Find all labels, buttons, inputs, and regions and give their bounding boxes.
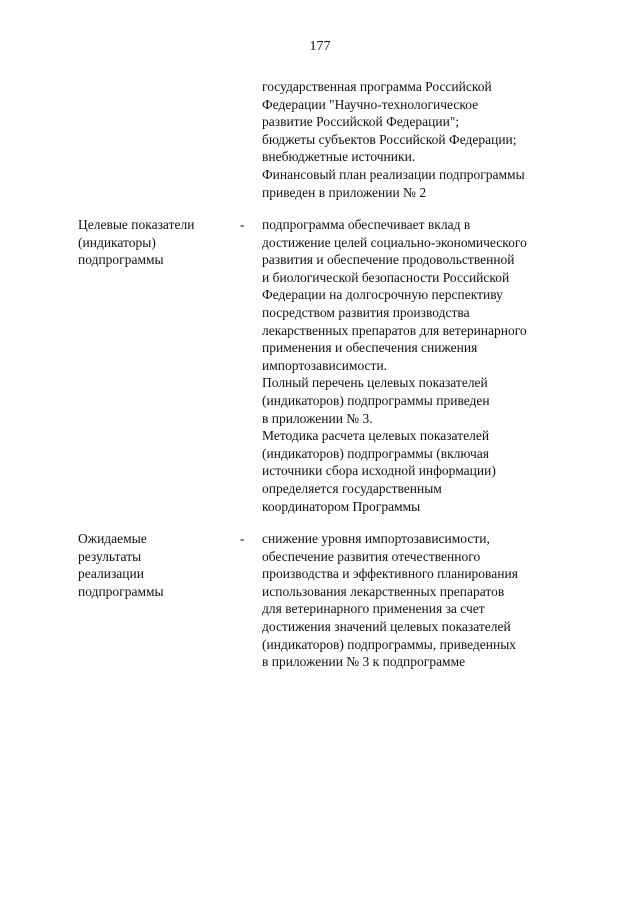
label-line: подпрограммы — [78, 252, 164, 268]
separator-dash: - — [240, 531, 245, 546]
text-line: посредством развития производства — [262, 304, 470, 320]
target-indicators-text — [262, 216, 582, 515]
text-line: (индикаторов) подпрограммы, приведенных — [262, 636, 517, 652]
text-line: применения и обеспечения снижения — [262, 340, 478, 356]
label-line: результаты — [78, 548, 142, 564]
text-line: развития и обеспечение продовольственной — [262, 252, 515, 268]
text-line: и биологической безопасности Российской — [262, 269, 510, 285]
text-line: приведен в приложении № 2 — [262, 184, 427, 200]
text-line: координатором Программы — [262, 498, 421, 514]
text-line: подпрограмма обеспечивает вклад в — [262, 217, 471, 232]
label-line: Ожидаемые — [78, 531, 147, 546]
text-line: Федерации "Научно-технологическое — [262, 96, 479, 112]
text-line: (индикаторов) подпрограммы приведен — [262, 392, 490, 408]
text-line: источники сбора исходной информации) — [262, 463, 496, 479]
text-line: Федерации на долгосрочную перспективу — [262, 287, 503, 303]
expected-results-text — [262, 530, 582, 671]
label-line: подпрограммы — [78, 583, 164, 599]
text-line: государственная программа Российской — [262, 79, 492, 94]
text-line: внебюджетные источники. — [262, 149, 416, 165]
text-line: обеспечение развития отечественного — [262, 548, 481, 564]
text-line: импортозависимости. — [262, 357, 388, 373]
text-line: бюджеты субъектов Российской Федерации; — [262, 131, 517, 147]
text-line: использования лекарственных препаратов — [262, 583, 505, 599]
text-line: развитие Российской Федерации"; — [262, 114, 460, 130]
text-line: (индикаторов) подпрограммы (включая — [262, 445, 489, 461]
text-line: Методика расчета целевых показателей — [262, 428, 490, 444]
label-line: Целевые показатели — [78, 217, 195, 232]
page-number: 177 — [309, 39, 331, 54]
text-line: в приложении № 3. — [262, 410, 373, 426]
label-line: (индикаторы) — [78, 234, 156, 250]
text-line: лекарственных препаратов для ветеринарного — [262, 322, 527, 338]
text-line: в приложении № 3 к подпрограмме — [262, 654, 466, 670]
text-line: Полный перечень целевых показателей — [262, 375, 488, 391]
text-line: определяется государственным — [262, 480, 442, 496]
text-line: снижение уровня импортозависимости, — [262, 531, 490, 546]
expected-results-label — [78, 530, 228, 600]
text-line: Финансовый план реализации подпрограммы — [262, 166, 525, 182]
text-line: производства и эффективного планирования — [262, 566, 518, 582]
financing-sources-text — [262, 78, 582, 201]
separator-dash: - — [240, 217, 245, 232]
target-indicators-label — [78, 216, 228, 269]
text-line: достижение целей социально-экономического — [262, 234, 527, 250]
label-line: реализации — [78, 566, 144, 582]
text-line: достижения значений целевых показателей — [262, 618, 511, 634]
text-line: для ветеринарного применения за счет — [262, 601, 485, 617]
